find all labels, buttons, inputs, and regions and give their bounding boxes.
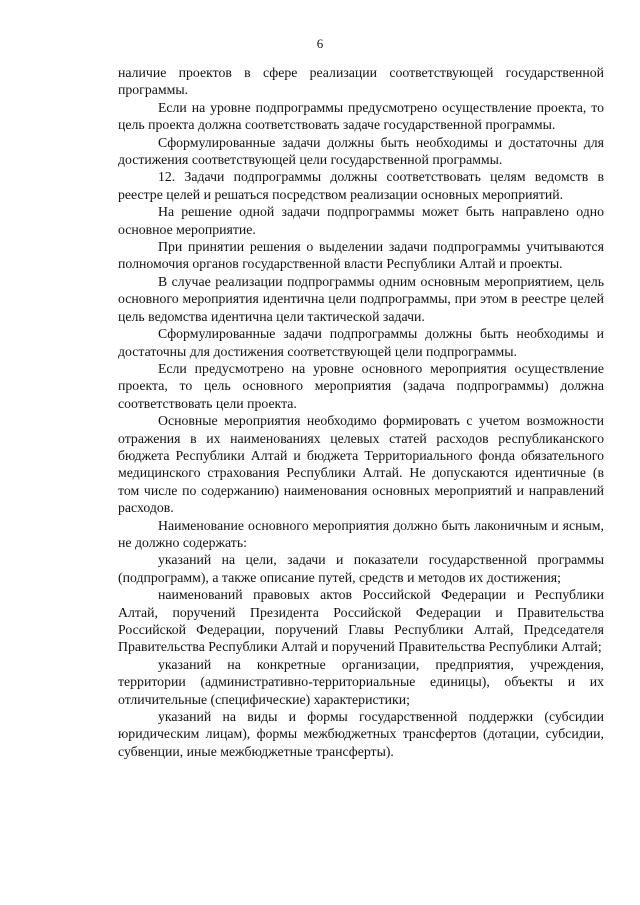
paragraph: наличие проектов в сфере реализации соответствующей государственной программы. — [118, 65, 604, 98]
paragraph: На решение одной задачи подпрограммы может быть направлено одно основное мероприятие. — [118, 204, 604, 237]
paragraph: указаний на конкретные организации, предприятия, учреждения, территории (административно-территориальные единицы), объекты и их отличительные (специфические) характеристики; — [118, 656, 604, 707]
paragraph: Наименование основного мероприятия должно быть лаконичным и ясным, не должно содержать: — [118, 517, 604, 550]
page-number: 6 — [316, 36, 324, 51]
paragraph: При принятии решения о выделении задачи подпрограммы учитываются полномочия органов государственной власти Республики Алтай и проекты. — [118, 239, 604, 272]
paragraph: Сформулированные задачи должны быть необходимы и достаточны для достижения соответствующей цели государственной программы. — [118, 134, 604, 168]
paragraph: указаний на виды и формы государственной поддержки (субсидии юридическим лицам), формы межбюджетных трансфертов (дотации, субсидии, субвенции, иные межбюджетные трансферты). — [118, 709, 604, 759]
paragraph: 12. Задачи подпрограммы должны соответствовать целям ведомств в реестре целей и решаться посредством реализации основных мероприятий. — [118, 169, 604, 202]
paragraph: Если на уровне подпрограммы предусмотрено осуществление проекта, то цель проекта должна соответствовать задаче государственной программы. — [118, 99, 604, 133]
paragraph: Сформулированные задачи подпрограммы должны быть необходимы и достаточны для достижения соответствующей цели подпрограммы. — [118, 326, 604, 359]
paragraph: В случае реализации подпрограммы одним основным мероприятием, цель основного мероприятия идентична цели подпрограммы, при этом в реестре целей цель ведомства идентична цели тактической задачи. — [118, 273, 604, 324]
document-body — [118, 64, 604, 760]
paragraph: Если предусмотрено на уровне основного мероприятия осуществление проекта, то цель основного мероприятия (задача подпрограммы) должна соответствовать цели проекта. — [118, 360, 604, 411]
paragraph: указаний на цели, задачи и показатели государственной программы (подпрограмм), а также описание путей, средств и методов их достижения; — [118, 552, 604, 585]
paragraph: Основные мероприятия необходимо формировать с учетом возможности отражения в их наименованиях целевых статей расходов республиканского бюджета Республики Алтай и бюджета Территориального фонда обязательного медицинского страхования Республики Алтай. Не допускаются идентичные (в том числе по содержанию) наименования основных мероприятий и направлений расходов. — [118, 413, 604, 516]
paragraph: наименований правовых актов Российской Федерации и Республики Алтай, поручений Президента Российской Федерации и Правительства Российской Федерации, поручений Главы Республики Алтай, Председателя Правительства Республики Алтай и поручений Правительства Республики Алтай; — [118, 587, 604, 655]
